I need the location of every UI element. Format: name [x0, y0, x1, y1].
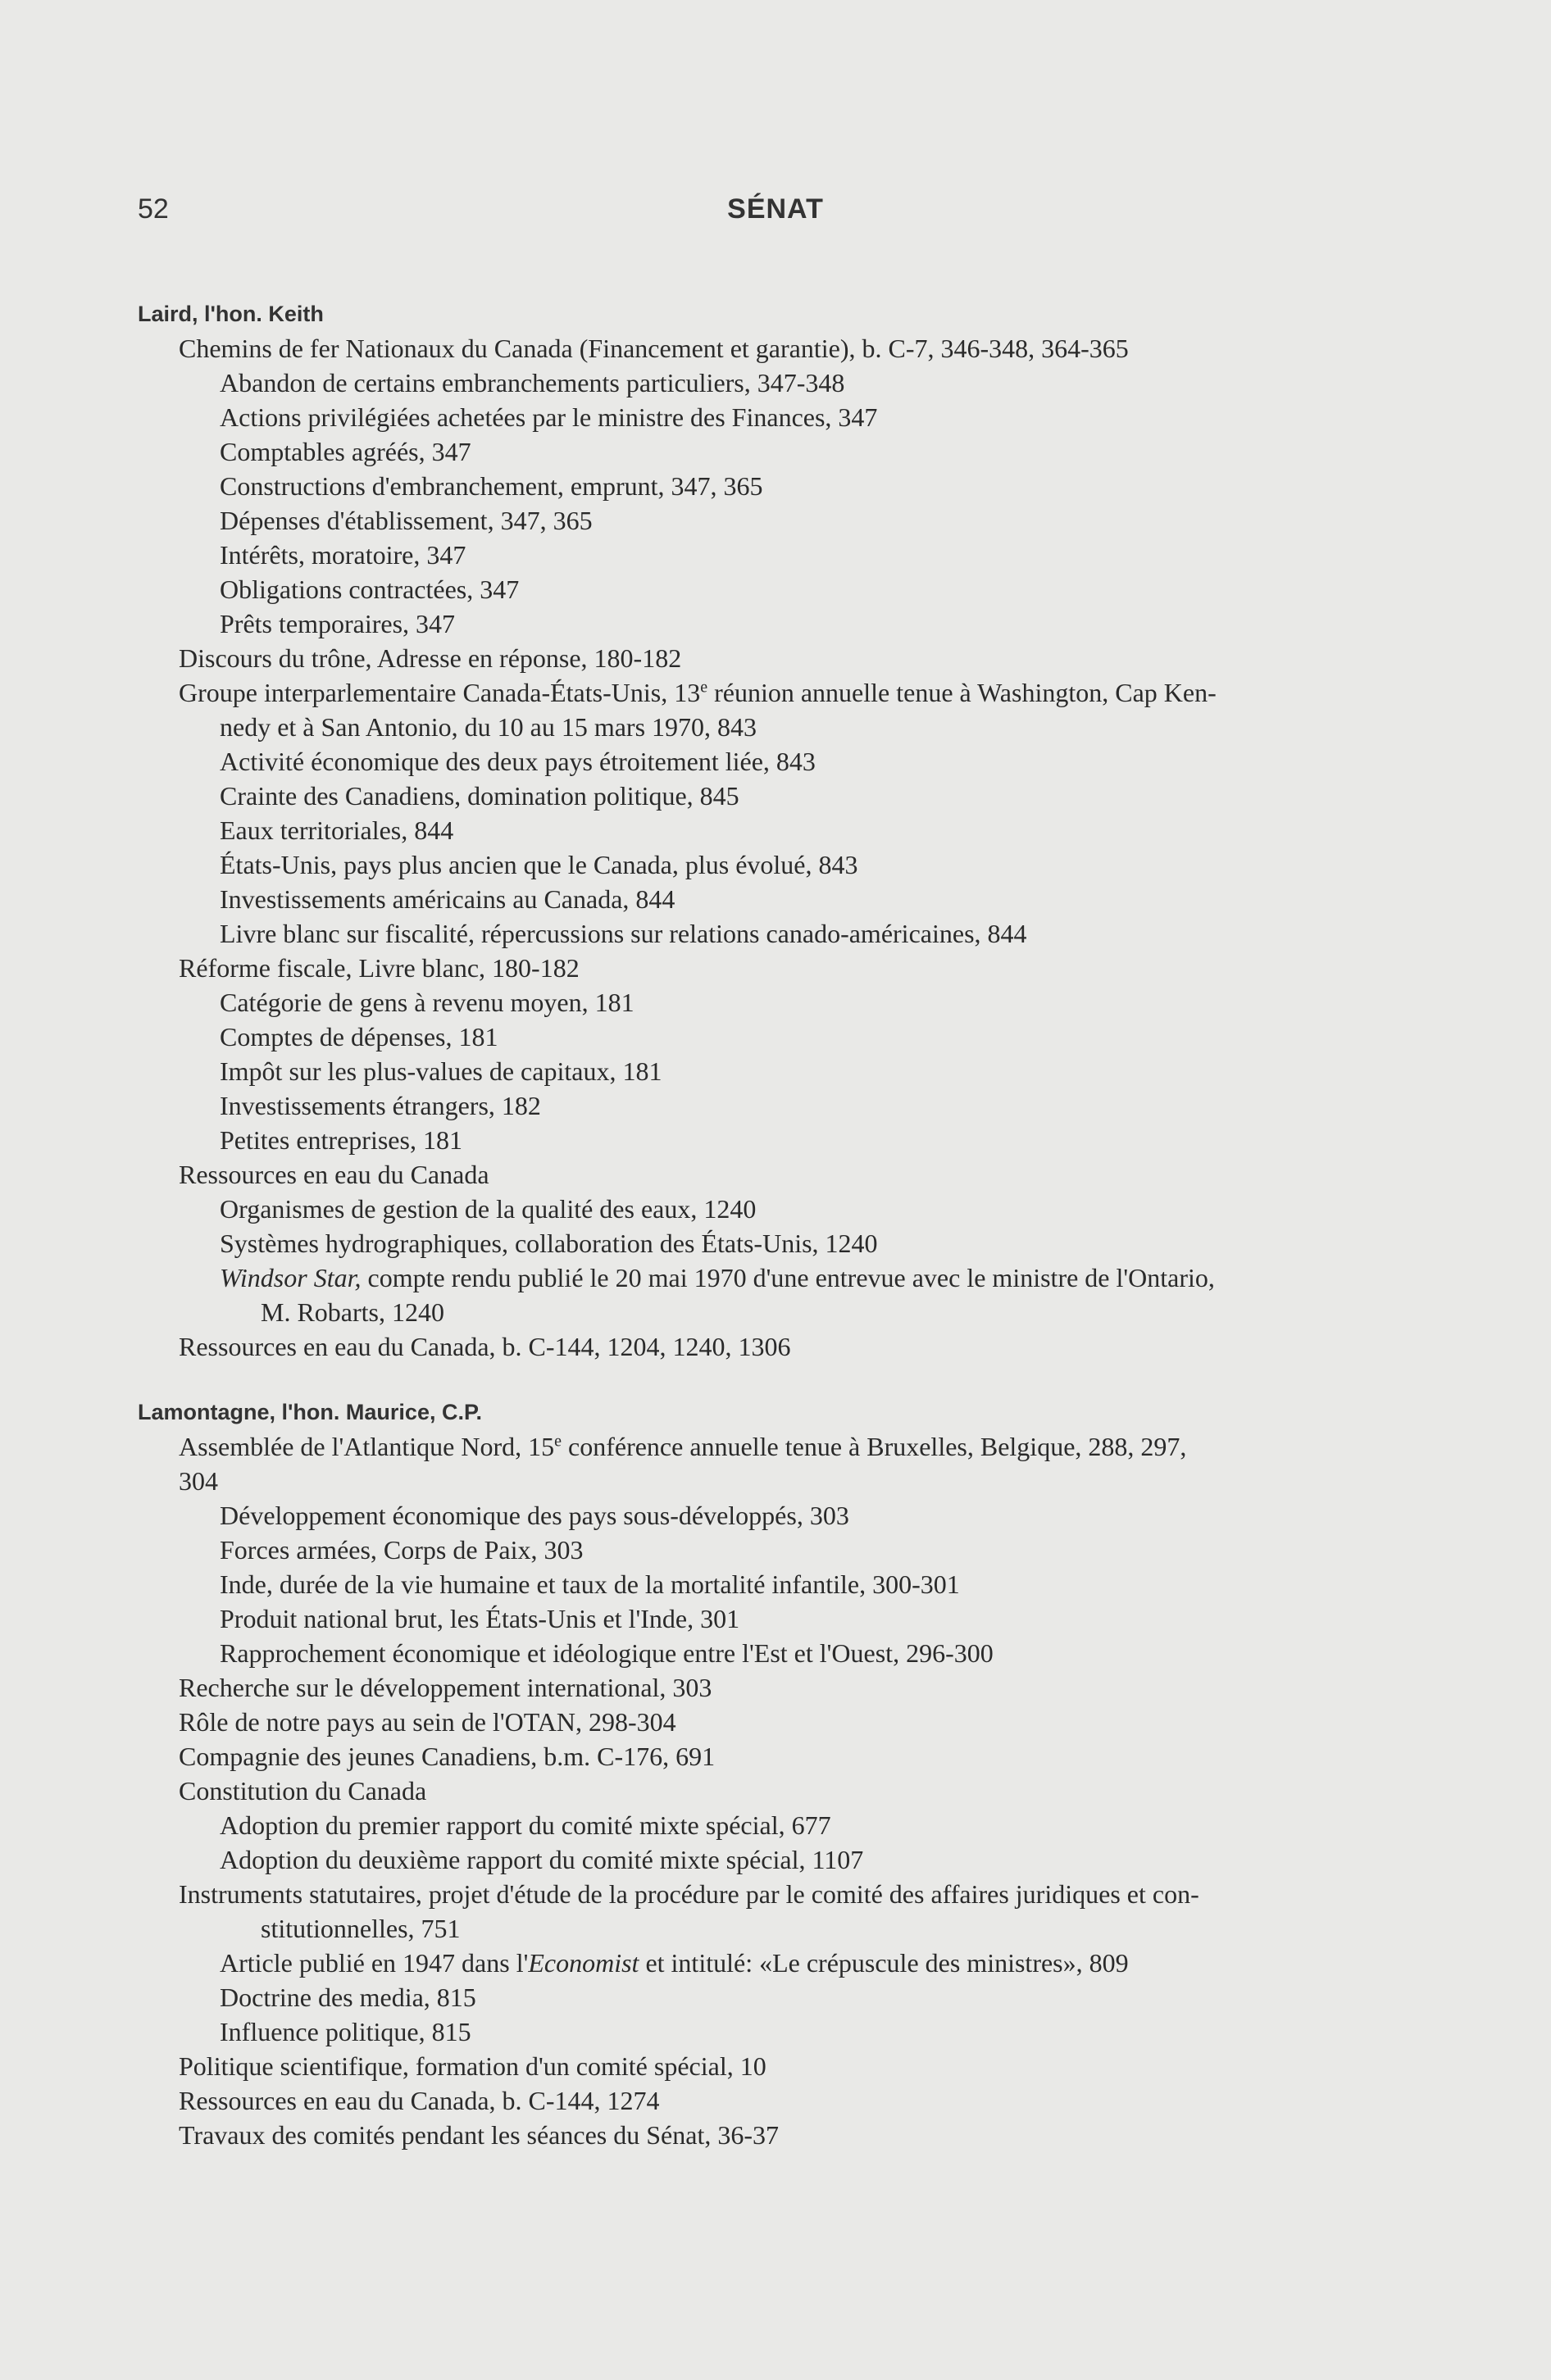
entry-text: Constructions d'embranchement, emprunt, 347, 365	[220, 471, 763, 501]
index-entry	[138, 985, 1417, 1020]
index-entry	[138, 744, 1417, 779]
index-entry	[138, 606, 1417, 641]
entry-text: et intitulé: «Le crépuscule des ministres», 809	[639, 1948, 1129, 1978]
italic-title: Economist	[528, 1948, 639, 1978]
superscript: e	[554, 1432, 562, 1451]
index-entry	[138, 882, 1417, 916]
entry-text: Investissements américains au Canada, 844	[220, 884, 675, 914]
entry-text: Petites entreprises, 181	[220, 1125, 462, 1155]
index-entry	[138, 400, 1417, 434]
entry-text: Obligations contractées, 347	[220, 575, 520, 604]
entry-text: Ressources en eau du Canada, b. C-144, 1204, 1240, 1306	[179, 1332, 791, 1361]
index-entry	[138, 641, 1417, 675]
index-entry	[138, 1123, 1417, 1157]
index-entry	[138, 538, 1417, 572]
index-entry	[138, 1295, 1417, 1329]
person-name: Laird, l'hon. Keith	[138, 302, 324, 326]
entry-text: 304	[179, 1466, 218, 1496]
index-entry	[138, 2118, 1417, 2152]
index-entry	[138, 847, 1417, 882]
entry-text: Doctrine des media, 815	[220, 1983, 476, 2012]
index-entry	[138, 1670, 1417, 1705]
index-entry	[138, 1157, 1417, 1192]
italic-title: Windsor Star,	[220, 1263, 362, 1292]
entry-text: Adoption du deuxième rapport du comité mixte spécial, 1107	[220, 1845, 864, 1874]
entry-text: Catégorie de gens à revenu moyen, 181	[220, 988, 634, 1017]
entry-text: nedy et à San Antonio, du 10 au 15 mars 1970, 843	[220, 712, 757, 742]
entry-text: Ressources en eau du Canada	[179, 1160, 489, 1189]
page-title: SÉNAT	[727, 193, 824, 225]
index-entry	[138, 331, 1417, 366]
entry-text: Activité économique des deux pays étroitement liée, 843	[220, 747, 816, 776]
entry-text: Comptables agréés, 347	[220, 437, 471, 466]
index-entry	[138, 1429, 1417, 1464]
entry-text: Comptes de dépenses, 181	[220, 1022, 498, 1051]
entry-text: Discours du trône, Adresse en réponse, 180-182	[179, 643, 682, 673]
person-name: Lamontagne, l'hon. Maurice, C.P.	[138, 1400, 482, 1424]
index-entry	[138, 1329, 1417, 1364]
entry-text: compte rendu publié le 20 mai 1970 d'une entrevue avec le ministre de l'Ontario,	[361, 1263, 1215, 1292]
entry-text: Influence politique, 815	[220, 2017, 471, 2046]
index-entry	[138, 1464, 1417, 1498]
entry-text: Développement économique des pays sous-développés, 303	[220, 1501, 849, 1530]
index-entry	[138, 1946, 1417, 1980]
index-entry	[138, 2014, 1417, 2049]
entry-text: Adoption du premier rapport du comité mixte spécial, 677	[220, 1810, 831, 1840]
entry-text: Instruments statutaires, projet d'étude de la procédure par le comité des affaires juridiques et con-	[179, 1879, 1199, 1909]
entry-text: Crainte des Canadiens, domination politique, 845	[220, 781, 739, 811]
section-gap	[138, 1364, 1417, 1395]
index-entry	[138, 1842, 1417, 1877]
index-entry	[138, 1260, 1417, 1295]
index-entry	[138, 572, 1417, 606]
index-entry	[138, 1088, 1417, 1123]
index-entry	[138, 1980, 1417, 2014]
entry-text: Investissements étrangers, 182	[220, 1091, 541, 1120]
entry-text: Prêts temporaires, 347	[220, 609, 456, 638]
entry-text: Constitution du Canada	[179, 1776, 427, 1805]
index-entry	[138, 1192, 1417, 1226]
index-entry	[138, 2083, 1417, 2118]
entry-text: Inde, durée de la vie humaine et taux de la mortalité infantile, 300-301	[220, 1569, 960, 1599]
entry-text: Réforme fiscale, Livre blanc, 180-182	[179, 953, 580, 983]
entry-text: Groupe interparlementaire Canada-États-Unis, 13	[179, 678, 701, 707]
entry-text: Systèmes hydrographiques, collaboration des États-Unis, 1240	[220, 1229, 878, 1258]
index-entry	[138, 1774, 1417, 1808]
entry-text: Article publié en 1947 dans l'	[220, 1948, 529, 1978]
entry-text: Travaux des comités pendant les séances du Sénat, 36-37	[179, 2120, 779, 2150]
index-entry	[138, 916, 1417, 951]
entry-text: Livre blanc sur fiscalité, répercussions sur relations canado-américaines, 844	[220, 919, 1027, 948]
index-entry	[138, 710, 1417, 744]
entry-text: M. Robarts, 1240	[261, 1297, 444, 1327]
index-entry	[138, 1533, 1417, 1567]
index-entry	[138, 1705, 1417, 1739]
entry-text: Compagnie des jeunes Canadiens, b.m. C-176, 691	[179, 1742, 716, 1771]
entry-text: Politique scientifique, formation d'un comité spécial, 10	[179, 2051, 766, 2081]
entry-text: Forces armées, Corps de Paix, 303	[220, 1535, 584, 1565]
index-entry	[138, 1567, 1417, 1601]
entry-text: Intérêts, moratoire, 347	[220, 540, 466, 570]
index-entry	[138, 1636, 1417, 1670]
page-number: 52	[138, 193, 169, 225]
index-entry	[138, 366, 1417, 400]
index-entry	[138, 951, 1417, 985]
index-entry	[138, 1020, 1417, 1054]
index-entry	[138, 2049, 1417, 2083]
entry-text: Abandon de certains embranchements particuliers, 347-348	[220, 368, 845, 397]
entry-text: États-Unis, pays plus ancien que le Canada, plus évolué, 843	[220, 850, 858, 879]
index-entry	[138, 1877, 1417, 1911]
entry-text: réunion annuelle tenue à Washington, Cap Ken-	[707, 678, 1217, 707]
superscript: e	[700, 678, 708, 697]
entry-text: conférence annuelle tenue à Bruxelles, Belgique, 288, 297,	[562, 1432, 1187, 1461]
entry-text: Dépenses d'établissement, 347, 365	[220, 506, 593, 535]
index-entry	[138, 1808, 1417, 1842]
index-entry	[138, 1498, 1417, 1533]
index-entry	[138, 779, 1417, 813]
index-body	[138, 297, 1417, 2152]
entry-text: Impôt sur les plus-values de capitaux, 181	[220, 1056, 662, 1086]
index-entry	[138, 1911, 1417, 1946]
entry-text: Recherche sur le développement international, 303	[179, 1673, 712, 1702]
entry-text: Organismes de gestion de la qualité des eaux, 1240	[220, 1194, 757, 1224]
entry-text: Ressources en eau du Canada, b. C-144, 1274	[179, 2086, 660, 2115]
index-entry	[138, 1739, 1417, 1774]
entry-text: stitutionnelles, 751	[261, 1914, 461, 1943]
index-entry	[138, 469, 1417, 503]
index-entry	[138, 503, 1417, 538]
index-entry	[138, 1601, 1417, 1636]
index-entry	[138, 675, 1417, 710]
entry-text: Rôle de notre pays au sein de l'OTAN, 298-304	[179, 1707, 676, 1737]
index-entry	[138, 1054, 1417, 1088]
index-entry	[138, 813, 1417, 847]
entry-text: Eaux territoriales, 844	[220, 815, 454, 845]
entry-text: Rapprochement économique et idéologique entre l'Est et l'Ouest, 296-300	[220, 1638, 994, 1668]
entry-text: Produit national brut, les États-Unis et l'Inde, 301	[220, 1604, 740, 1633]
index-entry	[138, 1226, 1417, 1260]
entry-text: Chemins de fer Nationaux du Canada (Financement et garantie), b. C-7, 346-348, 364-365	[179, 334, 1129, 363]
entry-text: Assemblée de l'Atlantique Nord, 15	[179, 1432, 555, 1461]
entry-text: Actions privilégiées achetées par le ministre des Finances, 347	[220, 402, 878, 432]
index-entry	[138, 434, 1417, 469]
